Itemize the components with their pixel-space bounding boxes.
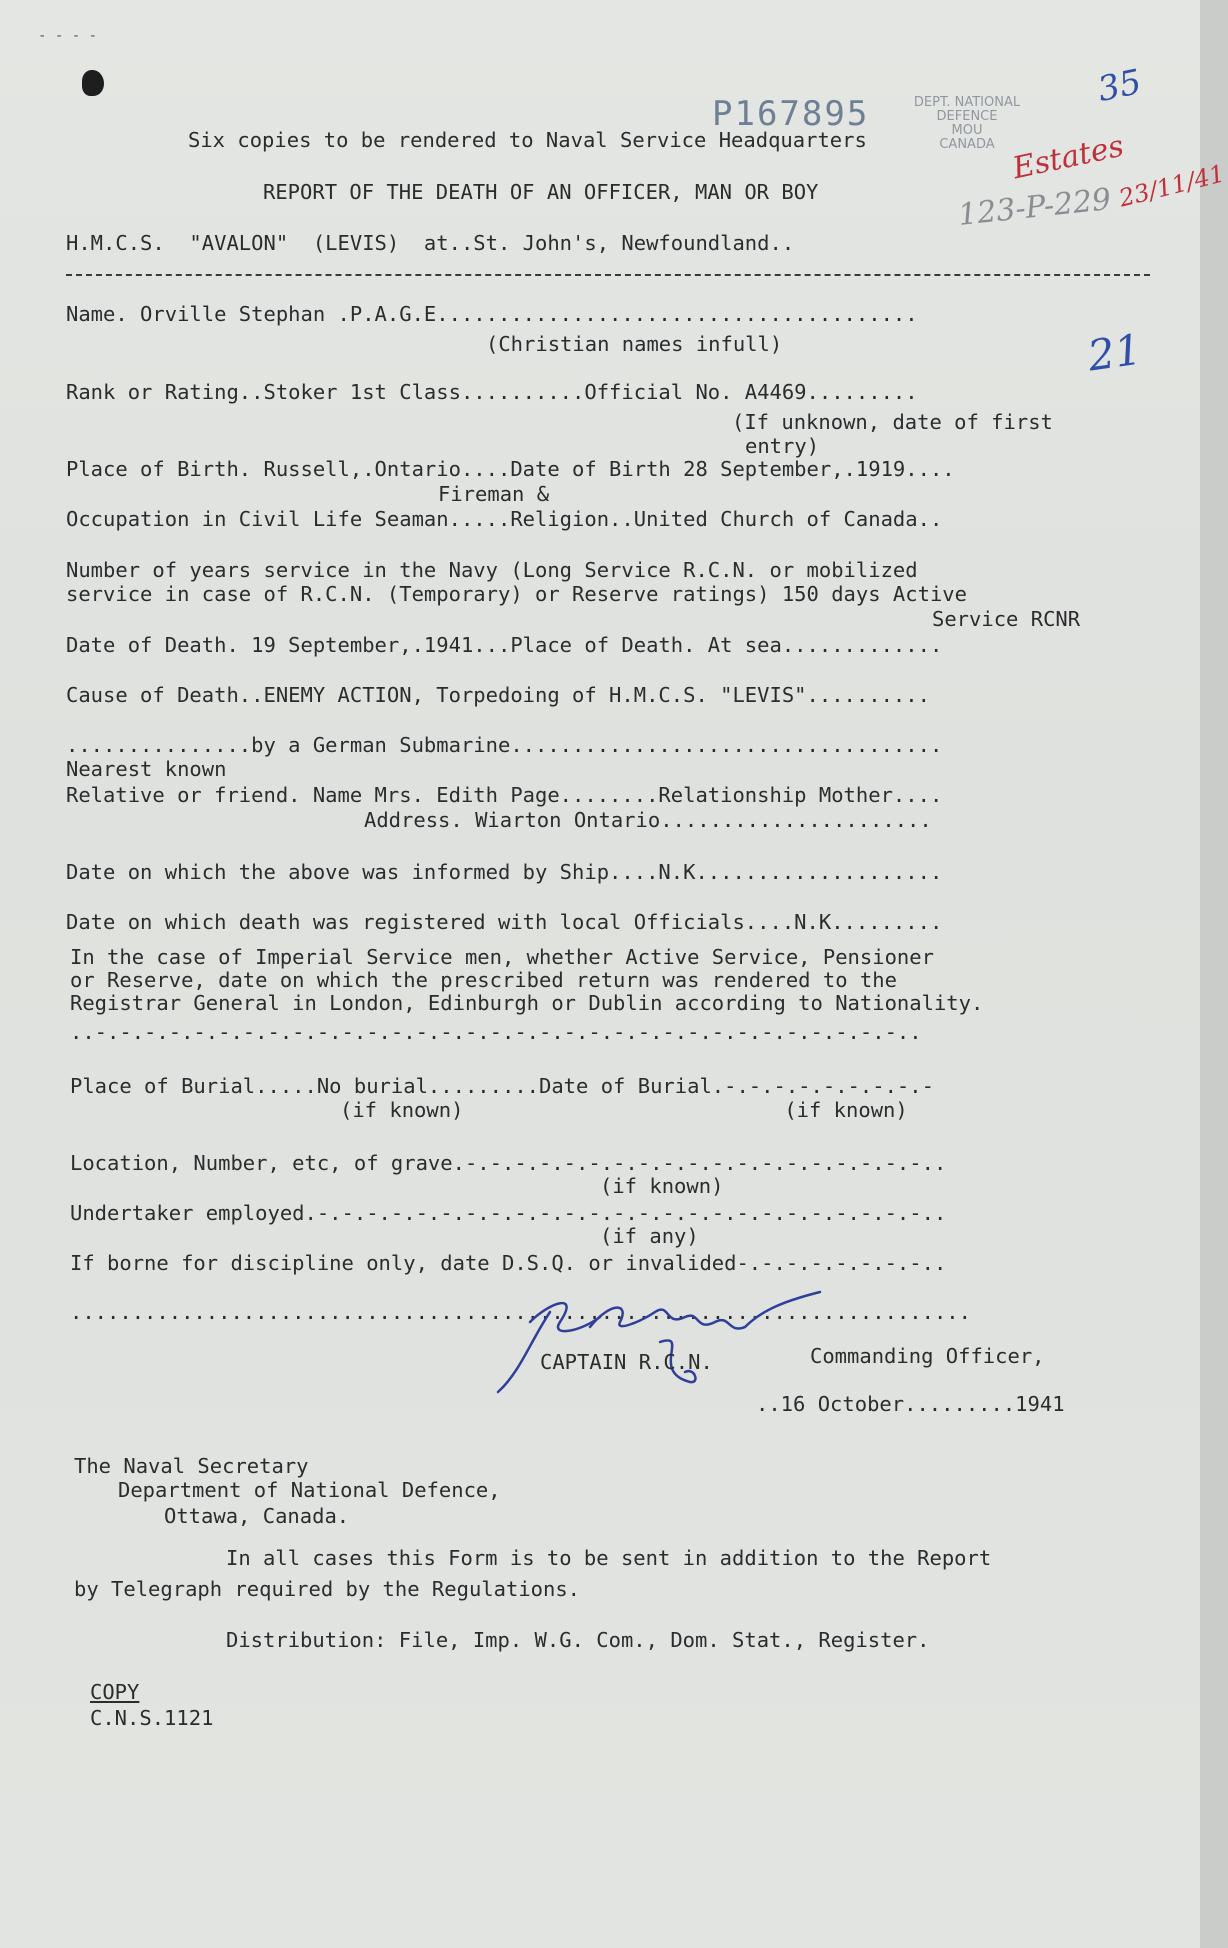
name-field: Name. Orville Stephan .P.A.G.E....................................... — [66, 302, 918, 326]
signer-rank: CAPTAIN R.C.N. — [540, 1350, 713, 1374]
occupation-field: Occupation in Civil Life Seaman.....Religion..United Church of Canada.. — [66, 507, 943, 531]
imperial-dots: ..-.-.-.-.-.-.-.-.-.-.-.-.-.-.-.-.-.-.-.-.-.-.-.-.-.-.-.-.-.-.-.-.-.. — [70, 1020, 922, 1044]
cause-field: Cause of Death..ENEMY ACTION, Torpedoing of H.M.C.S. "LEVIS".......... — [66, 683, 930, 707]
rank-hint: (If unknown, date of first — [732, 410, 1053, 434]
nearest-known-label: Nearest known — [66, 757, 227, 781]
imperial-line-2: or Reserve, date on which the prescribed return was rendered to the — [70, 968, 897, 992]
address-field: Address. Wiarton Ontario...................... — [364, 808, 932, 832]
red-date-note: 23/11/41 — [1116, 159, 1228, 213]
name-hint: (Christian names infull) — [486, 332, 783, 356]
red-estates-note: Estates — [1009, 128, 1127, 187]
service-line-2: service in case of R.C.N. (Temporary) or Reserve ratings) 150 days Active — [66, 582, 967, 606]
commanding-officer-label: Commanding Officer, — [810, 1344, 1045, 1368]
header-rule — [66, 274, 1150, 276]
ink-blot — [82, 70, 104, 96]
addressee-line-1: The Naval Secretary — [74, 1454, 309, 1478]
pencil-file-reference: 123-P-229 — [956, 182, 1113, 233]
burial-hints: (if known) (if known) — [340, 1098, 908, 1122]
copy-label: COPY — [90, 1680, 140, 1704]
blue-folio-number: 35 — [1094, 61, 1145, 111]
signature-date: ..16 October.........1941 — [756, 1392, 1065, 1416]
service-line-1: Number of years service in the Navy (Long Service R.C.N. or mobilized — [66, 558, 918, 582]
rank-hint-2: entry) — [745, 434, 820, 458]
signature-scrawl — [490, 1272, 820, 1402]
grave-hint: (if known) — [600, 1174, 724, 1198]
imperial-line-1: In the case of Imperial Service men, whether Active Service, Pensioner — [70, 945, 934, 969]
cause-continuation: ...............by a German Submarine................................... — [66, 733, 943, 757]
addressee-line-2: Department of National Defence, — [118, 1478, 501, 1502]
form-number: C.N.S.1121 — [90, 1706, 214, 1730]
death-field: Date of Death. 19 September,.1941...Place of Death. At sea............. — [66, 633, 943, 657]
addressee-line-3: Ottawa, Canada. — [164, 1504, 350, 1528]
undertaker-hint: (if any) — [600, 1224, 699, 1248]
informed-field: Date on which the above was informed by Ship....N.K.................... — [66, 860, 943, 884]
service-line-3: Service RCNR — [932, 607, 1081, 631]
distribution-line: Distribution: File, Imp. W.G. Com., Dom. Stat., Register. — [226, 1628, 930, 1652]
rank-field: Rank or Rating..Stoker 1st Class..........Official No. A4469......... — [66, 380, 918, 404]
imperial-line-3: Registrar General in London, Edinburgh or Dublin according to Nationality. — [70, 991, 984, 1015]
undertaker-field: Undertaker employed.-.-.-.-.-.-.-.-.-.-.-.-.-.-.-.-.-.-.-.-.-.-.-.-.-.. — [70, 1201, 947, 1225]
ship-line: H.M.C.S. "AVALON" (LEVIS) at..St. John's, Newfoundland.. — [66, 231, 795, 255]
discipline-field: If borne for discipline only, date D.S.Q. or invalided-.-.-.-.-.-.-.-.. — [70, 1251, 947, 1275]
registered-field: Date on which death was registered with local Officials....N.K......... — [66, 910, 943, 934]
burial-field: Place of Burial.....No burial.........Date of Burial.-.-.-.-.-.-.-.-.- — [70, 1074, 934, 1098]
archive-department-stamp: DEPT. NATIONAL DEFENCE MOU CANADA — [913, 95, 1021, 152]
instruction-line: Six copies to be rendered to Naval Service Headquarters — [188, 128, 867, 152]
corner-marks: - - - - — [38, 28, 98, 44]
regulation-note-1: In all cases this Form is to be sent in addition to the Report — [226, 1546, 992, 1570]
occupation-addition: Fireman & — [438, 482, 550, 506]
relative-field: Relative or friend. Name Mrs. Edith Page........Relationship Mother.... — [66, 783, 943, 807]
archive-number-stamp: P167895 — [712, 94, 870, 134]
form-title: REPORT OF THE DEATH OF AN OFFICER, MAN OR BOY — [263, 180, 819, 204]
blue-side-number: 21 — [1084, 324, 1145, 381]
birth-field: Place of Birth. Russell,.Ontario....Date of Birth 28 September,.1919.... — [66, 457, 955, 481]
regulation-note-2: by Telegraph required by the Regulations. — [74, 1577, 581, 1601]
dotted-line: ......................................................................... — [70, 1300, 971, 1324]
grave-field: Location, Number, etc, of grave.-.-.-.-.-.-.-.-.-.-.-.-.-.-.-.-.-.-.-.. — [70, 1151, 947, 1175]
